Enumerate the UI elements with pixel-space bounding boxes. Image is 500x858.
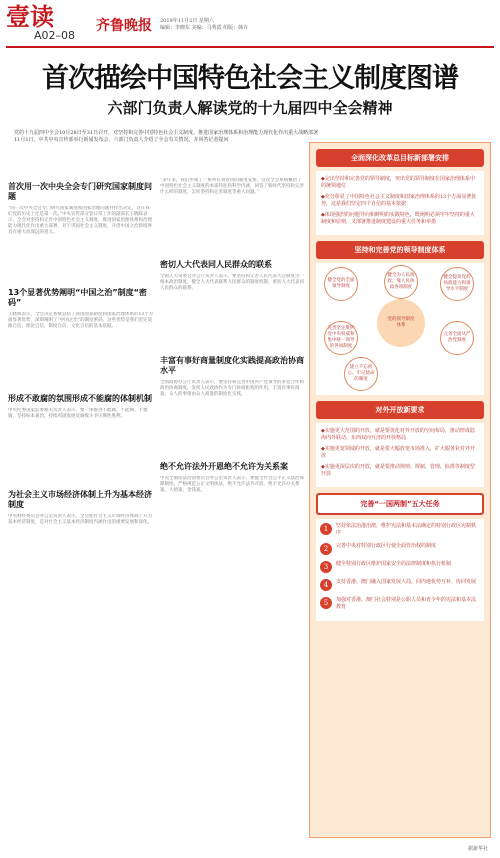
- diagram-node: 健全提高党的执政能力和领导水平制度: [440, 267, 474, 301]
- sidebar-section-one-country-two-systems: [316, 493, 484, 621]
- sidebar-section-reform: [316, 149, 484, 235]
- paragraph: 全国人大常委会办公厅负责人表示，要坚持和完善人民代表大会制度这一根本政治制度，健全人大代表联系人民群众的制度机制，密切人大代表同人民群众的联系。: [160, 274, 304, 291]
- article-column-2: [160, 178, 306, 557]
- article-column-1: [8, 178, 154, 563]
- sidebar-bullet: ◆充分彰显了中国特色社会主义制度和国家治理体系的13个方面显著优势，这是我们坚定四个自信的基本依据: [321, 194, 477, 207]
- number-badge: 4: [320, 579, 332, 591]
- publish-date: 2019年11月2日 星期六: [160, 18, 214, 24]
- sidebar-bullet: ◆实施更深层次的开放，就是要推动规则、规制、管理、标准等制度型开放: [321, 464, 475, 477]
- leadership-diagram: [316, 263, 484, 395]
- sidebar-bullet: ◆体现强烈的问题导向和鲜明的实践特色，既阐明必须牢牢坚持的重大制度和原则，又部署推进制度建设的重大任务和举措: [321, 212, 475, 225]
- editor-credits: 编辑：李晓东 美编：马秀霞 组版：韩卉: [160, 25, 249, 31]
- list-item: [320, 523, 480, 537]
- headline-block: [6, 56, 494, 118]
- sidebar-section-title: 对外开放新要求: [316, 401, 484, 419]
- masthead: [6, 4, 494, 48]
- sidebar-section-title: 全面深化改革总目标新部署安排: [316, 149, 484, 167]
- paragraph: 王晓晖表示，全会决定系统总结了我国国家制度和国家治理体系的13个方面显著优势，深刻阐明了“中国之治”的制度密码，这些优势是我们坚定道路自信、理论自信、制度自信、文化自信的基本依据。: [8, 312, 154, 329]
- five-tasks-list: [316, 519, 484, 621]
- lead-note: 11月1日，中共中央宣传部举行新闻发布会，六部门负责人介绍了全会有关情况，并回答记者提问: [14, 137, 229, 143]
- paragraph: “多年来，我们形成了一系列有效管用的制度安排，这次全会系统概括了中国特色社会主义制度的本质特征和科学内涵，回答了新时代坚持和完善什么样的制度、怎样坚持和完善制度等重大问题。”: [160, 178, 304, 195]
- diagram-node: 健全为人民执政、靠人民执政各项制度: [384, 265, 418, 299]
- diagram-node: 完善全面从严治党制度: [440, 321, 474, 355]
- newspaper-logo: 齐鲁晚报: [96, 18, 152, 34]
- list-item-text: 支持香港、澳门融入国家发展大局，同内地优势互补、协同发展: [336, 579, 477, 585]
- sidebar-bullet: ◆实施更宽领域的开放，就是要大幅放宽市场准入，扩大服务业对外开放: [321, 446, 475, 459]
- sidebar-section-title: 坚持和完善党的领导制度体系: [316, 241, 484, 259]
- number-badge: 2: [320, 543, 332, 555]
- lead-text: 党的十九届四中全会10月28日至31日召开，对坚持和完善中国特色社会主义制度、推进国家治理体系和治理能力现代化作出重大战略部署: [14, 130, 319, 136]
- diagram-center-node: 党的领导制度体系: [384, 306, 418, 340]
- page-code: A02–08: [34, 29, 76, 42]
- sidebar-section-party-leadership: [316, 241, 484, 395]
- sidebar-text-box: [316, 423, 484, 487]
- subhead: 13个显著优势阐明“中国之治”制度“密码”: [8, 288, 147, 307]
- subhead: 为社会主义市场经济体制上升为基本经济制度: [8, 490, 152, 509]
- paragraph: “同一次中央全会专门研究国家制度和国家治理问题并作出决定，这在我们党的历史上还是第一次。”中央宣传部分管日常工作的副部长王晓晖表示，全会对坚持和完善中国特色社会主义制度、推进国家治理体系和治理能力现代化作出重大部署，对于巩固社会主义制度、开创中国之治新境界具有重大而深远的意义。: [8, 206, 152, 235]
- list-item: [320, 543, 480, 555]
- sub-headline: 六部门负责人解读党的十九届四中全会精神: [107, 99, 393, 117]
- sidebar-section-opening-up: [316, 401, 484, 487]
- list-item-text: 加强对香港、澳门社会特别是公职人员和青少年的宪法和基本法教育: [336, 597, 477, 610]
- subhead: 形成不敢腐的氛围形成不能腐的体制机制: [8, 394, 152, 403]
- paragraph: 全国政协办公厅负责人表示，要坚持和完善中国共产党领导的多党合作和政治协商制度，发挥人民政协作为专门协商机构的作用，丰富有事好商量、众人的事情由众人商量的制度化实践。: [160, 380, 304, 397]
- number-badge: 3: [320, 561, 332, 573]
- subhead: 首次用一次中央全会专门研究国家制度问题: [8, 182, 152, 201]
- list-item: [320, 597, 480, 611]
- sidebar-text-box: [316, 171, 484, 235]
- subhead: 绝不允许法外开恩绝不允许为关系案: [160, 462, 288, 471]
- diagram-node: 健全党的全面领导制度: [324, 267, 358, 301]
- list-item: [320, 579, 480, 591]
- list-item: [320, 561, 480, 573]
- main-headline: 首次描绘中国特色社会主义制度图谱: [42, 63, 458, 94]
- list-item-text: 完善中央对特别行政区行使全面管治权的制度: [336, 543, 437, 549]
- number-badge: 1: [320, 523, 332, 535]
- source-credit: 据新华社: [467, 846, 488, 852]
- paragraph: 中央全面依法治国委员会办公室负责人表示，要健全社会公平正义法治保障制度，严格规范公正文明执法，绝不允许法外开恩，绝不允许办关系案、人情案、金钱案。: [160, 476, 304, 493]
- masthead-meta: [160, 18, 248, 32]
- infographic-sidebar: [309, 142, 491, 838]
- subhead: 密切人大代表同人民群众的联系: [160, 260, 272, 269]
- section-label: [6, 5, 92, 45]
- paragraph: 中央财经委员会办公室负责人表示，全会把社会主义市场经济体制上升为基本经济制度，是对社会主义基本经济制度内涵作出的重要发展和深化。: [8, 514, 152, 525]
- section-name: 壹读: [6, 3, 54, 31]
- paragraph: 中央纪委国家监委相关负责人表示，要一体推进不敢腐、不能腐、不想腐，坚持标本兼治，持续巩固发展反腐败斗争压倒性胜利。: [8, 408, 148, 419]
- diagram-node: 建立不忘初心、牢记使命的制度: [344, 357, 378, 391]
- subhead: 丰富有事好商量制度化实践提高政治协商水平: [160, 356, 304, 375]
- diagram-node: 完善坚定维护党中央权威和集中统一领导的各项制度: [324, 321, 358, 355]
- sidebar-bullet: ◆实施更大范围的开放，就是要优化对外开放的空间布局，推动形成陆海内外联动、东西双向互济的开放格局: [321, 428, 475, 441]
- sidebar-bullet: ◆完出坚持和完善党的领导制度，突出党的领导制度在国家治理体系中的统领地位: [321, 176, 475, 189]
- list-item-text: 坚持依法治港治澳，维护宪法和基本法确定的特别行政区宪制秩序: [336, 523, 477, 536]
- number-badge: 5: [320, 597, 332, 609]
- list-item-text: 健全特别行政区维护国家安全的法律制度和执行机制: [336, 561, 452, 567]
- sidebar-section-title: 完善“一国两制”五大任务: [316, 493, 484, 515]
